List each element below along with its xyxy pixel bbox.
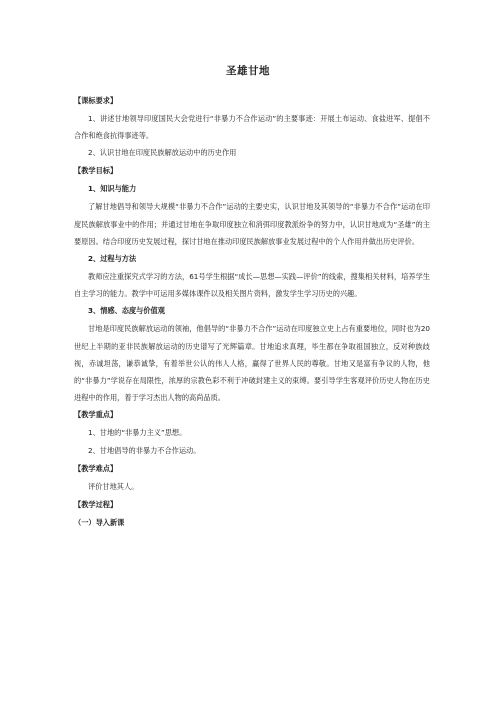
- difficulty-heading: 【教学难点】: [74, 464, 118, 474]
- goals-heading: 【教学目标】: [74, 166, 118, 176]
- goal-process-text: 教师应注重探究式学习的方法，61号学生根据“成长—思想—实践—评价”的线索，搜集相关材料，培养学生自主学习的能力。教学中可运用多媒体课件以及相关图片资料，激发学生学习历史的兴趣。: [74, 272, 430, 299]
- goal-values-heading: 3、情感、态度与价值观: [88, 306, 165, 316]
- difficulty-text: 评价甘地其人。: [88, 482, 139, 492]
- goal-knowledge-heading: 1、知识与能力: [88, 184, 137, 194]
- document-body: [74, 92, 430, 532]
- goal-values-text: 甘地是印度民族解放运动的领袖，他倡导的“非暴力不合作”运动在印度独立史上占有重要地位，同时也为20世纪上半期的亚非民族解放运动的历史谱写了光辉篇章。甘地追求真理，毕生都在争取祖国独立，反对种族歧视，赤诚坦荡，谦恭诚挚，有着举世公认的伟人人格，赢得了世界人民的尊敬。甘地又是富有争议的人物，他的“非暴力”学说存在局限性，浓厚的宗教色彩不利于冲破封建主义的束缚。要引导学生客观评价历史人物在历史进程中的作用，着于学习杰出人物的高尚品质。: [74, 324, 430, 403]
- goal-knowledge-text: 了解甘地倡导和领导大规模“非暴力不合作”运动的主要史实，认识甘地及其领导的“非暴力不合作”运动在印度民族解放事业中的作用；并通过甘地在争取印度独立和消弭印度教派纷争的努力中，认识甘地成为“圣雄”的主要原因。结合印度历史发展过程，探讨甘地在推动印度民族解放事业发展过程中的个人作用并做出历史评价。: [74, 202, 430, 246]
- curriculum-heading: 【课标要求】: [74, 96, 118, 105]
- curriculum-paragraph-1: 1、讲述甘地领导印度国民大会党进行“非暴力不合作运动”的主要事迹：开展土布运动、食盐进军、提倡不合作和绝食抗得事迹等。: [74, 114, 430, 141]
- key-point-2: 2、甘地倡导的非暴力不合作运动。: [88, 446, 201, 456]
- goal-process-heading: 2、过程与方法: [88, 254, 137, 264]
- process-intro-heading: （一）导入新课: [74, 518, 125, 528]
- document-title: 圣雄甘地: [226, 65, 270, 77]
- curriculum-paragraph-2: 2、认识甘地在印度民族解放运动中的历史作用: [88, 148, 237, 158]
- key-points-heading: 【教学重点】: [74, 410, 118, 420]
- key-point-1: 1、甘地的“非暴力主义”思想。: [88, 428, 187, 438]
- process-heading: 【教学过程】: [74, 500, 118, 510]
